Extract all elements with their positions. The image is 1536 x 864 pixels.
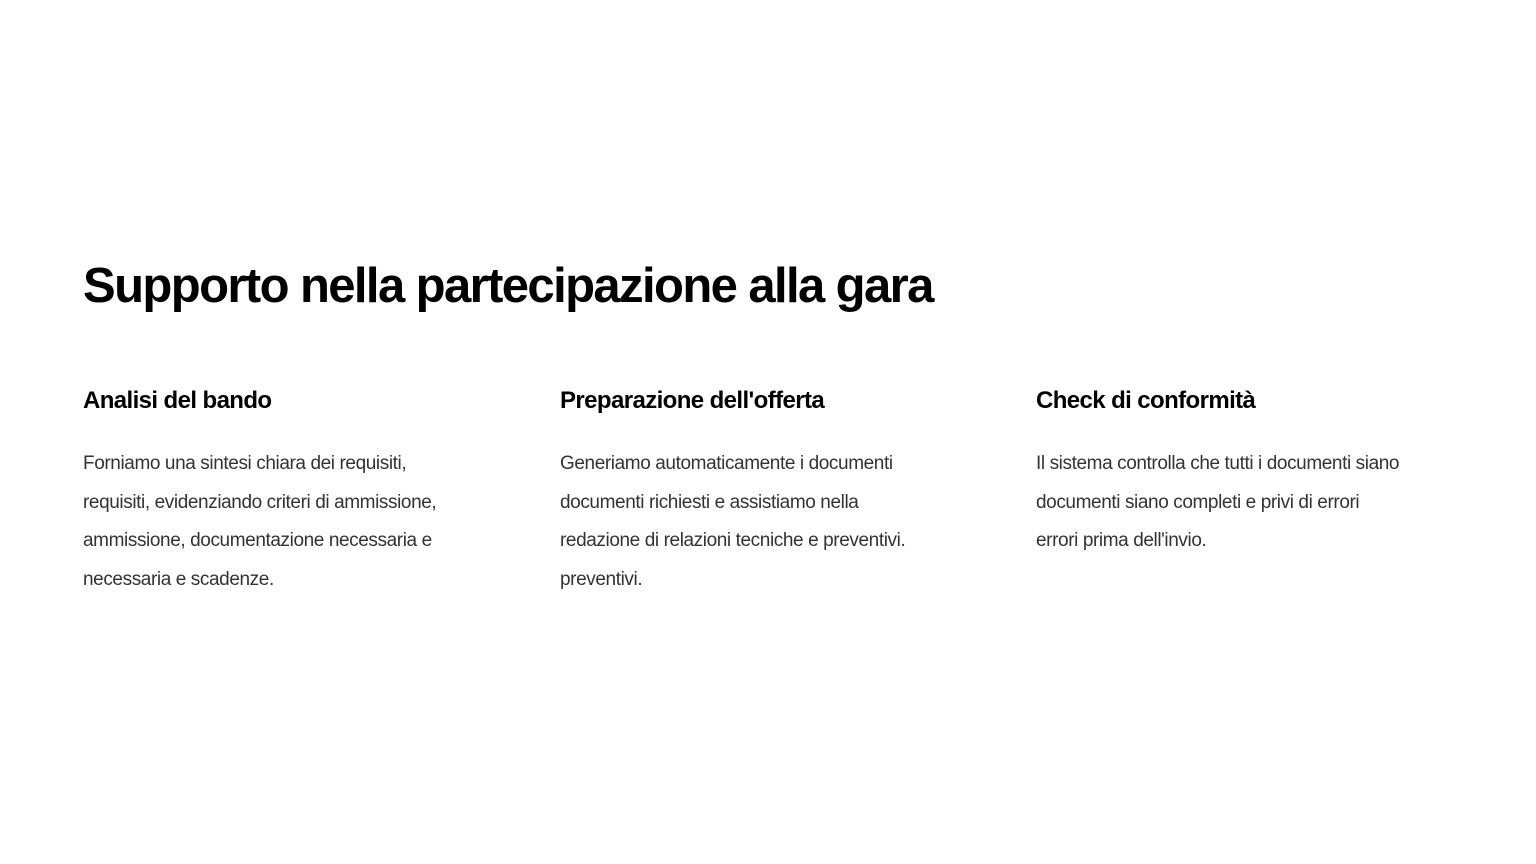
column-heading: Preparazione dell'offerta (560, 387, 825, 414)
description-line: preventivi. (560, 568, 643, 590)
column-description (560, 445, 990, 599)
description-line: Forniamo una sintesi chiara dei requisiti, (83, 453, 407, 474)
description-line: documenti richiesti e assistiamo nella (560, 491, 859, 513)
description-line: Generiamo automaticamente i documenti (560, 453, 893, 474)
column-description (83, 445, 513, 599)
column-preparazione-offerta (560, 383, 990, 599)
description-line: redazione di relazioni tecniche e preventivi. (560, 530, 906, 551)
column-analisi-del-bando (83, 383, 513, 599)
column-heading: Check di conformità (1036, 387, 1256, 414)
description-line: documenti siano completi e privi di errori (1036, 491, 1360, 513)
column-heading: Analisi del bando (83, 387, 272, 414)
description-line: necessaria e scadenze. (83, 568, 274, 590)
column-check-conformita (1036, 383, 1476, 561)
description-line: ammissione, documentazione necessaria e (83, 530, 432, 551)
description-line: Il sistema controlla che tutti i documenti siano (1036, 453, 1400, 474)
description-line: errori prima dell'invio. (1036, 530, 1207, 551)
slide-title: Supporto nella partecipazione alla gara (83, 259, 933, 313)
column-description (1036, 445, 1476, 561)
description-line: requisiti, evidenziando criteri di ammissione, (83, 491, 437, 513)
